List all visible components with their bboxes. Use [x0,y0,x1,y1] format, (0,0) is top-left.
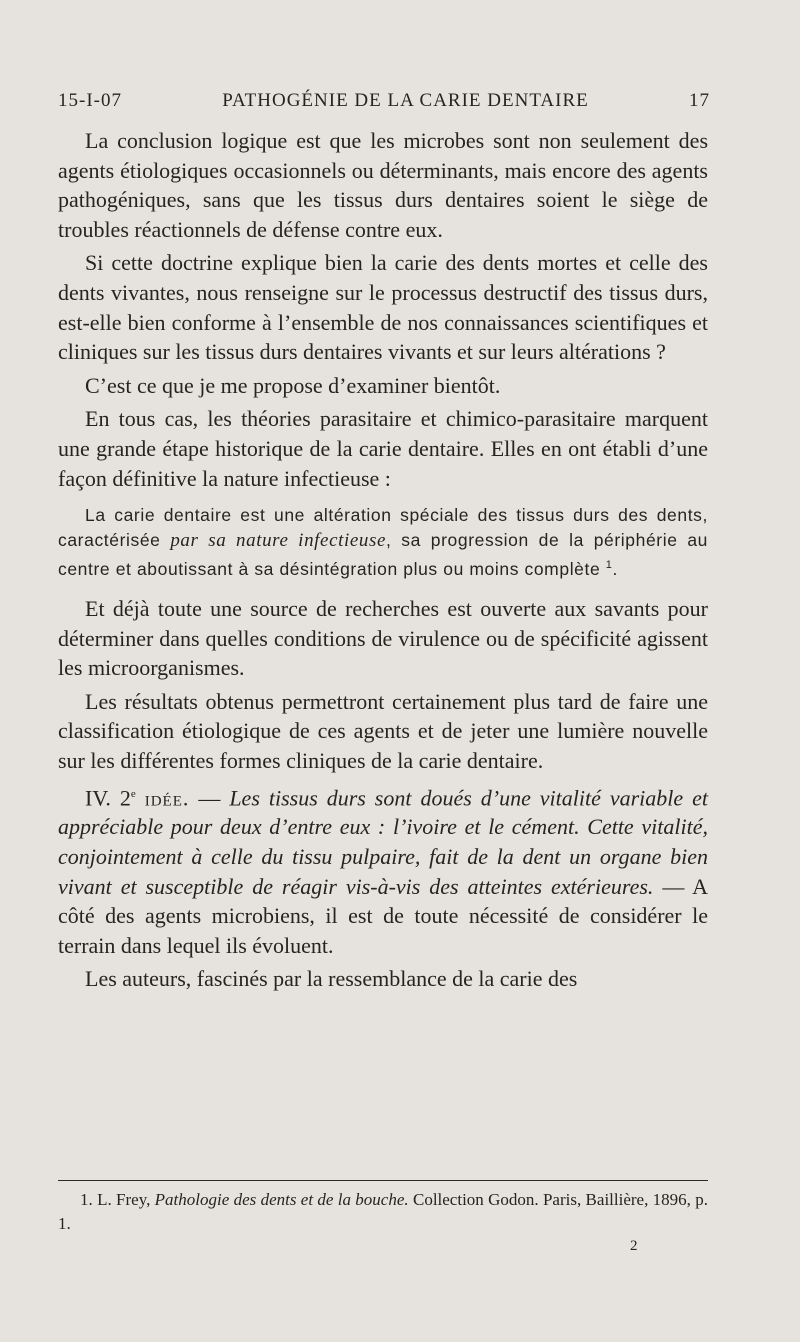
block-quote [58,503,708,582]
section-title: Les tissus durs sont doués d’une vitalité variable et appréciable pour deux d’entre eux : l’ivoire et le cément. Cette vitalité, conjointement à celle du tissu pulpaire, fait de la dent un organe bien vivant et susceptible de réagir vis-à-vis des atteintes extérieures. [58,784,709,899]
quote-text: La carie dentaire est une altération spéciale des tissus durs des dents, caractérisée [58,505,708,551]
section-superscript: e [130,787,136,800]
paragraph: La conclusion logique est que les microbes sont non seulement des agents étiologiques occasionnels ou déterminants, mais encore des agents pathogéniques, sans que les tissus durs dentaires soient le siège de troubles réactionnels de défense contre eux. [58,128,708,242]
footnote-rule [58,1180,708,1181]
page-number: 17 [689,90,710,111]
section-paragraph [58,780,708,961]
section-label: idée. [144,784,190,810]
section-number: IV. 2 [85,784,131,810]
paragraph: En tous cas, les théories parasitaire et chimico-parasitaire marquent une grande étape historique de la carie dentaire. Elles en ont établi d’une façon définitive la nature infectieuse : [58,406,708,491]
footnote [58,1188,708,1236]
footnote-number: 1. [80,1190,93,1209]
section-text: — A côté des agents microbiens, il est de toute nécessité de considérer le terrain dans lequel ils évoluent. [58,873,708,958]
footnote-ref: 1 [605,559,613,572]
paragraph: Et déjà toute une source de recherches est ouverte aux savants pour déterminer dans quelles conditions de virulence ou de spécificité agissent les microorganismes. [58,595,708,681]
paragraph: Les auteurs, fascinés par la ressemblance de la carie des [85,966,578,992]
header-ref: 15-I-07 [58,90,122,111]
footnote-author: L. Frey, [97,1190,155,1209]
paragraph: C’est ce que je me propose d’examiner bientôt. [85,372,501,398]
quote-italic: par sa nature infectieuse [170,530,387,552]
section-dash: — [189,784,230,810]
signature-mark: 2 [630,1238,638,1254]
paragraph: Les résultats obtenus permettront certainement plus tard de faire une classification étiologique de ces agents et de jeter une lumière nouvelle sur les différentes formes cliniques de la carie dentaire. [58,688,708,773]
running-header [58,90,710,112]
paragraph: Si cette doctrine explique bien la carie des dents mortes et celle des dents vivantes, nous renseigne sur le processus destructif des tissus durs, est-elle bien conforme à l’ensemble de nos connaissances scientifiques et cliniques sur les tissus durs dentaires vivants et sur leurs altérations ? [58,250,708,365]
header-title: PATHOGÉNIE DE LA CARIE DENTAIRE [222,90,589,111]
quote-end: . [612,558,618,579]
quote-text: , sa progression de la périphérie au centre et aboutissant à sa désintégration plus ou moins complète [58,530,709,579]
main-text [58,126,708,994]
footnote-title: Pathologie des dents et de la bouche. [154,1190,409,1209]
footnote-rest: Collection Godon. Paris, Baillière, 1896, p. 1. [58,1190,708,1233]
